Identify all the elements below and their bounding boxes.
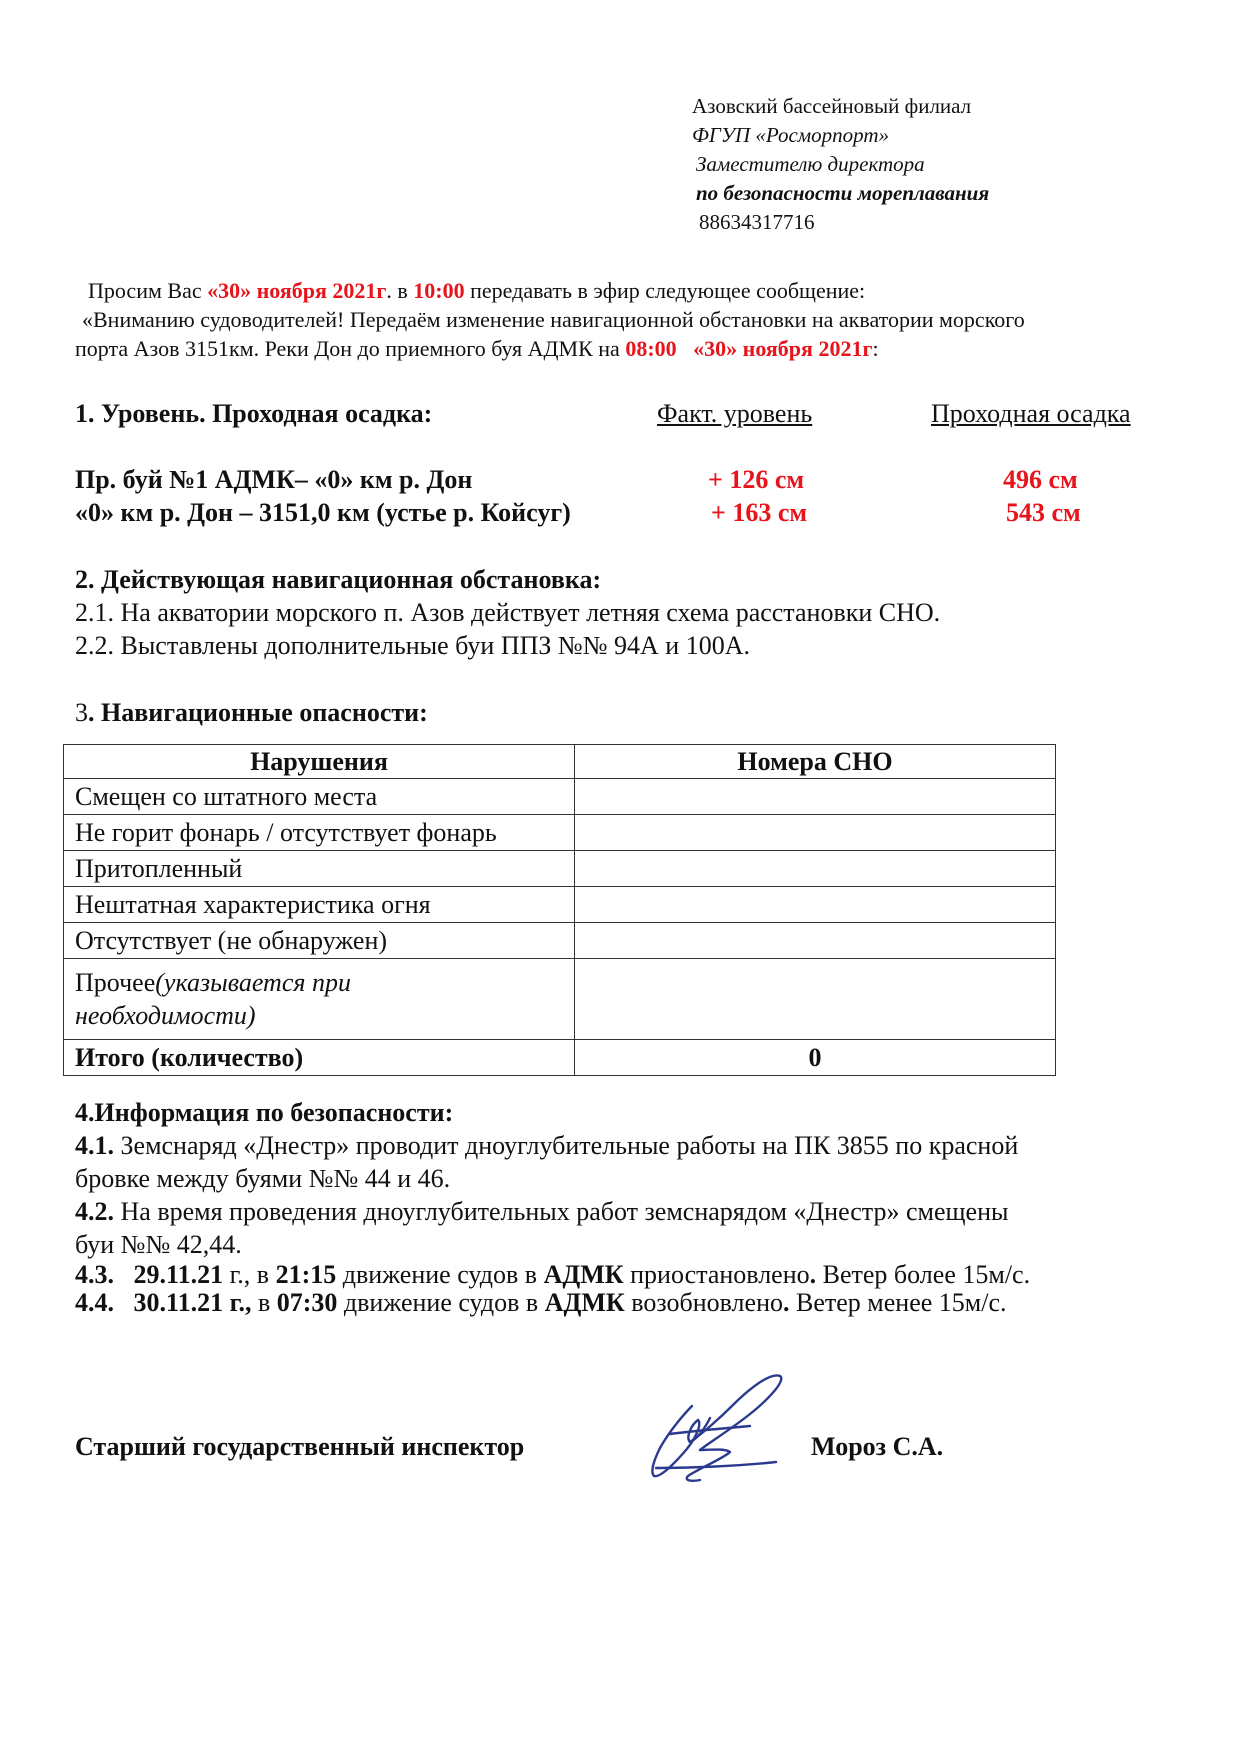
- table-header-numbers: Номера СНО: [575, 745, 1056, 779]
- section4-item-1-line-1: [75, 1129, 1018, 1162]
- level-row-2-level: + 163 см: [711, 498, 808, 527]
- item4-num: 4.4.: [75, 1288, 114, 1317]
- numbers-cell: [575, 887, 1056, 923]
- intro-line-2: «Вниманию судоводителей! Передаём изменение навигационной обстановки на акватории морского: [82, 307, 1025, 332]
- numbers-cell: [575, 923, 1056, 959]
- item2-num: 4.2.: [75, 1197, 114, 1226]
- intro-mid: . в: [386, 278, 414, 303]
- intro-time: 10:00: [413, 278, 465, 303]
- item4-b: движение судов в: [337, 1288, 545, 1317]
- table-row: [64, 779, 1056, 815]
- numbers-cell: [575, 851, 1056, 887]
- item4-time: 07:30: [276, 1288, 338, 1317]
- intro-line3-prefix: порта Азов 3151км. Реки Дон до приемного буя АДМК на: [75, 336, 626, 361]
- table-header-violations: Нарушения: [64, 745, 575, 779]
- item3-d: Ветер более 15м/с.: [816, 1260, 1031, 1289]
- item4-d: Ветер менее 15м/с.: [789, 1288, 1007, 1317]
- item3-a: г., в: [223, 1260, 276, 1289]
- section4-title: 4.Информация по безопасности:: [75, 1098, 454, 1127]
- level-row-1-level: + 126 см: [708, 465, 805, 494]
- signer-position: Старший государственный инспектор: [75, 1432, 525, 1461]
- col-draft-header: Проходная осадка: [931, 399, 1131, 428]
- item3-dot: .: [809, 1260, 817, 1289]
- other-label: Прочее: [75, 968, 156, 997]
- addressee-department: по безопасности мореплавания: [696, 181, 990, 205]
- section4-item-2-line-2: буи №№ 42,44.: [75, 1230, 242, 1259]
- signer-name: Мороз С.А.: [811, 1432, 944, 1461]
- navigation-hazards-table: [63, 744, 1056, 1076]
- item4-c: возобновлено: [624, 1288, 783, 1317]
- intro-suffix: передавать в эфир следующее сообщение:: [470, 278, 866, 303]
- violation-cell: Притопленный: [64, 851, 575, 887]
- item3-place: АДМК: [543, 1260, 624, 1289]
- numbers-cell: [575, 779, 1056, 815]
- intro-line3-date: «30» ноября 2021г: [693, 336, 873, 361]
- item3-time: 21:15: [275, 1260, 337, 1289]
- section2-item-1: 2.1. На акватории морского п. Азов действует летняя схема расстановки СНО.: [75, 598, 941, 627]
- handwritten-signature: [630, 1368, 790, 1488]
- intro-prefix: Просим Вас: [88, 278, 208, 303]
- addressee-org: Азовский бассейновый филиал: [692, 94, 972, 118]
- item4-place: АДМК: [544, 1288, 625, 1317]
- item4-a: в: [251, 1288, 277, 1317]
- level-row-1-label: Пр. буй №1 АДМК– «0» км р. Дон: [75, 465, 473, 494]
- item2-text: На время проведения дноуглубительных работ земснарядом «Днестр» смещены: [114, 1197, 1009, 1226]
- violation-cell: Нештатная характеристика огня: [64, 887, 575, 923]
- item3-b: движение судов в: [336, 1260, 544, 1289]
- level-row-2-draft: 543 см: [1006, 498, 1081, 527]
- other-note-1: (указывается при: [155, 968, 351, 997]
- violation-cell: Смещен со штатного места: [64, 779, 575, 815]
- section3-title: [75, 696, 428, 730]
- item1-num: 4.1.: [75, 1131, 114, 1160]
- section1-title: 1. Уровень. Проходная осадка:: [75, 399, 433, 428]
- table-total-row: [64, 1040, 1056, 1076]
- item3-date: 29.11.21: [133, 1260, 224, 1289]
- other-numbers-cell: [575, 959, 1056, 1040]
- other-cell: [64, 959, 575, 1040]
- table-row-other: [64, 959, 1056, 1040]
- table-row: [64, 815, 1056, 851]
- level-row-2-label: «0» км р. Дон – 3151,0 км (устье р. Койсуг): [75, 498, 571, 527]
- item3-c: приостановлено: [623, 1260, 810, 1289]
- violation-cell: Отсутствует (не обнаружен): [64, 923, 575, 959]
- section4-item-4: [75, 1289, 1007, 1317]
- intro-line-3: [75, 334, 879, 363]
- item1-text: Земснаряд «Днестр» проводит дноуглубительные работы на ПК 3855 по красной: [114, 1131, 1019, 1160]
- section2-item-2: 2.2. Выставлены дополнительные буи ППЗ №№ 94А и 100А.: [75, 631, 750, 660]
- addressee-position: Заместителю директора: [696, 152, 925, 176]
- intro-line3-time: 08:00: [625, 336, 677, 361]
- intro-date: «30» ноября 2021г: [207, 278, 387, 303]
- item3-num: 4.3.: [75, 1260, 114, 1289]
- intro-line-1: [88, 276, 865, 305]
- section3-title-text: . Навигационные опасности:: [88, 698, 428, 727]
- table-row: [64, 887, 1056, 923]
- numbers-cell: [575, 815, 1056, 851]
- addressee-phone: 88634317716: [699, 210, 815, 234]
- col-level-header: Факт. уровень: [657, 399, 813, 428]
- section4-item-1-line-2: бровке между буями №№ 44 и 46.: [75, 1164, 451, 1193]
- table-row: [64, 851, 1056, 887]
- item4-dot: .: [783, 1288, 790, 1317]
- section3-title-num: 3: [75, 698, 88, 727]
- section2-title: 2. Действующая навигационная обстановка:: [75, 565, 602, 594]
- violation-cell: Не горит фонарь / отсутствует фонарь: [64, 815, 575, 851]
- section4-item-3: [75, 1261, 1030, 1289]
- level-row-1-draft: 496 см: [1003, 465, 1078, 494]
- addressee-company: ФГУП «Росморпорт»: [692, 123, 890, 147]
- total-label: Итого (количество): [64, 1040, 575, 1076]
- other-note-2: необходимости): [75, 1001, 256, 1030]
- table-header-row: [64, 745, 1056, 779]
- section4-item-2-line-1: [75, 1195, 1008, 1228]
- total-value: 0: [575, 1040, 1056, 1076]
- table-row: [64, 923, 1056, 959]
- intro-line3-end: :: [872, 336, 879, 361]
- item4-date: 30.11.21 г.,: [133, 1288, 252, 1317]
